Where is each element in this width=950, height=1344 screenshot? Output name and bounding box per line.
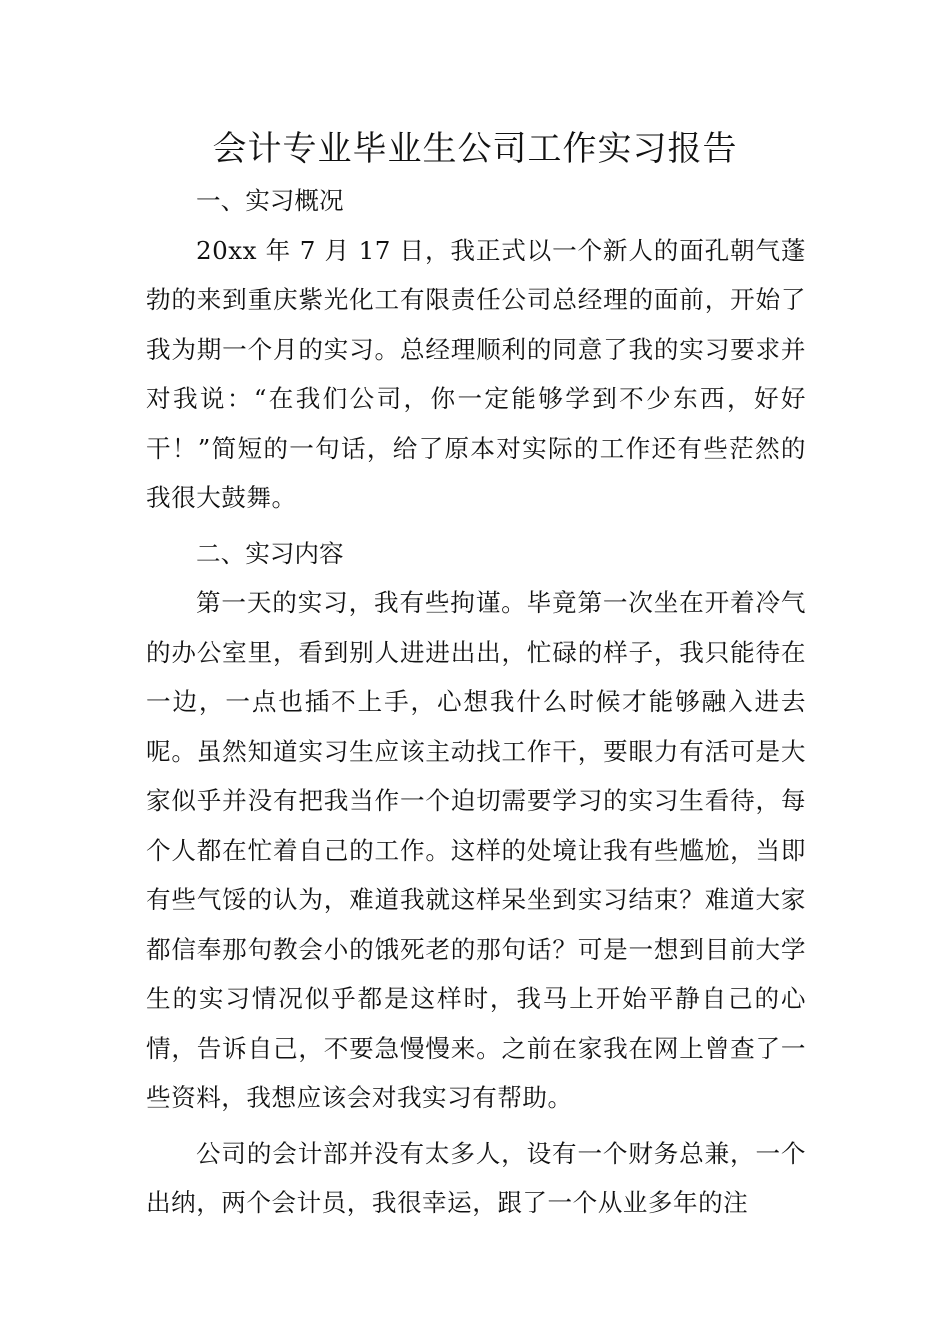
paragraph-accounting-dept: 公司的会计部并没有太多人，设有一个财务总兼，一个出纳，两个会计员，我很幸运，跟了一个从业多年的注 — [146, 1138, 806, 1217]
document-body — [146, 176, 806, 1228]
section-heading-overview: 一、实习概况 — [196, 186, 344, 215]
paragraph-first-day: 第一天的实习，我有些拘谨。毕竟第一次坐在开着冷气的办公室里，看到别人进进出出，忙碌的样子，我只能待在一边，一点也插不上手，心想我什么时候才能够融入进去呢。虽然知道实习生应该主动找工作干，要眼力有活可是大家似乎并没有把我当作一个迫切需要学习的实习生看待，每个人都在忙着自己的工作。这样的处境让我有些尴尬，当即有些气馁的认为，难道我就这样呆坐到实习结束？难道大家都信奉那句教会小的饿死老的那句话？可是一想到目前大学生的实习情况似乎都是这样时，我马上开始平静自己的心情，告诉自己，不要急慢慢来。之前在家我在网上曾查了一些资料，我想应该会对我实习有帮助。 — [146, 588, 806, 1112]
document-title: 会计专业毕业生公司工作实习报告 — [212, 129, 738, 169]
section-heading-content: 二、实习内容 — [196, 538, 344, 568]
paragraph-overview: 20xx 年 7 月 17 日，我正式以一个新人的面孔朝气蓬勃的来到重庆紫光化工有限责任公司总经理的面前，开始了我为期一个月的实习。总经理顺利的同意了我的实习要求并对我说：“在我们公司，你一定能够学到不少东西，好好干！”简短的一句话，给了原本对实际的工作还有些茫然的我很大鼓舞。 — [146, 235, 806, 512]
